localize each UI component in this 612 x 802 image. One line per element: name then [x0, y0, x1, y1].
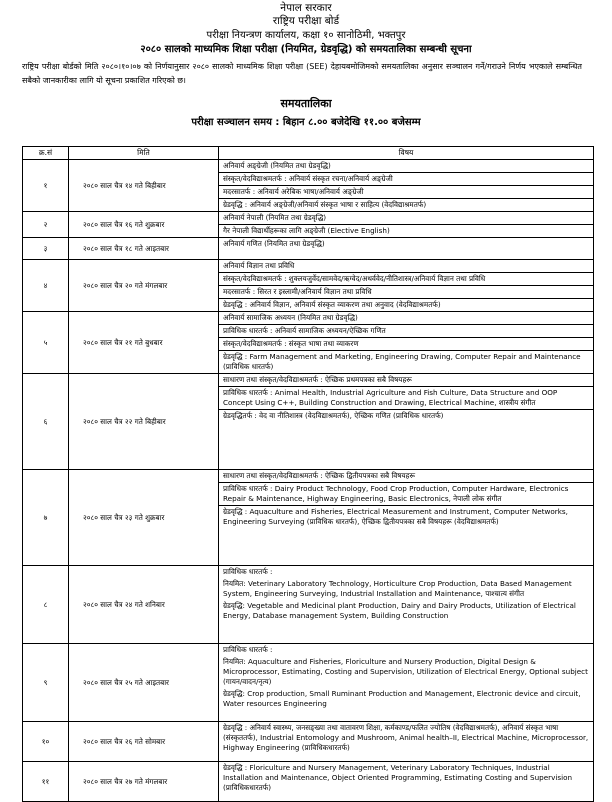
subject-line: ग्रेडवृद्धि : अनिवार्य अङ्ग्रेजी/अनिवार्य संस्कृत भाषा र साहित्य (वेदविद्याश्रमतर्फ)	[223, 200, 427, 209]
date-cell: २०८० साल चैत्र २५ गते आइतबार	[69, 644, 219, 722]
subject-line: अनिवार्य नेपाली (नियमित तथा ग्रेडवृद्धि)	[219, 212, 593, 225]
subject-line: प्राविधिक धारतर्फ : अनिवार्य सामाजिक अध्ययन/ऐच्छिक गणित	[219, 325, 593, 338]
date-cell: २०८० साल चैत्र २७ गते मंगलबार	[69, 762, 219, 802]
date-cell: २०८० साल चैत्र २४ गते शनिबार	[69, 566, 219, 644]
subjects-cell	[219, 762, 594, 802]
serial-number-cell: ९	[23, 644, 69, 722]
col-header-date: मिति	[69, 147, 219, 160]
subject-line: गैर नेपाली विद्यार्थीहरूका लागि अङ्ग्रेजी (Elective English)	[223, 226, 390, 235]
subject-line: संस्कृत/वेदविद्याश्रमतर्फ : शुक्लयजुर्वेद/सामवेद/ऋग्वेद/अथर्ववेद/नीतिशास्त्र/अनिवार्य विज्ञान तथा प्रविधि	[219, 273, 593, 286]
subject-line: अनिवार्य अङ्ग्रेजी (नियमित तथा ग्रेडवृद्धि)	[219, 160, 593, 173]
subjects-cell	[219, 722, 594, 762]
subjects-cell	[219, 238, 594, 260]
subjects-cell	[219, 374, 594, 470]
table-row	[23, 312, 594, 374]
table-row	[23, 238, 594, 260]
table-row	[23, 644, 594, 722]
col-header-sn: क्र.सं	[23, 147, 69, 160]
subject-line: ग्रेडवृद्धि: Crop production, Small Ruminant Production and Management, Electronic device and circuit, Water resources Engineering	[223, 689, 581, 708]
subjects-cell	[219, 312, 594, 374]
office-title: परीक्षा नियन्त्रण कार्यालय, कक्षा १० सानोठिमी, भक्तपुर	[206, 30, 406, 41]
serial-number-cell: ५	[23, 312, 69, 374]
table-header-row	[23, 147, 594, 160]
serial-number-cell: ७	[23, 470, 69, 566]
serial-number-cell: १०	[23, 722, 69, 762]
subject-line: अनिवार्य विज्ञान तथा प्रविधि	[219, 260, 593, 273]
subjects-cell	[219, 212, 594, 238]
col-header-subject: विषय	[219, 147, 594, 160]
table-row	[23, 160, 594, 212]
subject-line: ग्रेडवृद्धि : Aquaculture and Fisheries, Electrical Measurement and Instrument, Computer Networks, Engineering Surveying (प्राविधिक धारतर्फ), ऐच्छिक द्वितीयपत्रका सबै विषयहरू (वेदविद्याश्रमतर्फ)	[223, 507, 568, 526]
subject-line: मदरसातर्फ : सिरत र इस्लामी/अनिवार्य विज्ञान तथा प्रविधि	[219, 286, 593, 299]
subject-line: प्राविधिक धारतर्फ : Animal Health, Industrial Agriculture and Fish Culture, Data Structure and OOP Concept Using C++, Building Construction and Drawing, Electrical Machine, शास्त्रीय संगीत	[219, 387, 593, 410]
subject-line: ग्रेडवृद्धि : अनिवार्य स्वास्थ्य, जनसङ्ख्या तथा वातावरण शिक्षा, कर्मकाण्ड/फलित ज्योतिष (वेदविद्याश्रमतर्फ), अनिवार्य संस्कृत भाषा (संस्कृततर्फ), Industrial Entomology and Mushroom, Animal health–II, Electrical Machine, Microprocessor, Highway Engineering (प्राविधिकधारतर्फ)	[223, 723, 589, 752]
serial-number-cell: ११	[23, 762, 69, 802]
subject-line: प्राविधिक धारतर्फ :	[223, 567, 273, 576]
subject-line: प्राविधिक धारतर्फ :	[223, 645, 273, 654]
subject-line: मदरसातर्फ : अनिवार्य अरेबिक भाषा/अनिवार्य अङ्ग्रेजी	[219, 186, 593, 199]
serial-number-cell: २	[23, 212, 69, 238]
subject-line: ग्रेडवृद्धि : अनिवार्य विज्ञान, अनिवार्य संस्कृत व्याकरण तथा अनुवाद (वेदविद्याश्रमतर्फ)	[223, 300, 441, 309]
date-cell: २०८० साल चैत्र १८ गते आइतबार	[69, 238, 219, 260]
schedule-time: परीक्षा सञ्चालन समय : बिहान ८.०० बजेदेखि ११.०० बजेसम्म	[191, 117, 421, 128]
table-row	[23, 762, 594, 802]
subjects-cell	[219, 160, 594, 212]
subjects-cell	[219, 644, 594, 722]
date-cell: २०८० साल चैत्र १६ गते शुक्रबार	[69, 212, 219, 238]
serial-number-cell: ६	[23, 374, 69, 470]
serial-number-cell: ४	[23, 260, 69, 312]
table-row	[23, 374, 594, 470]
subject-line: संस्कृत/वेदविद्याश्रमतर्फ : संस्कृत भाषा तथा व्याकरण	[219, 338, 593, 351]
date-cell: २०८० साल चैत्र २० गते मंगलबार	[69, 260, 219, 312]
subject-line: ग्रेडवृद्धितर्फ : वेद वा नीतिशास्त्र (वेदविद्याश्रमतर्फ), ऐच्छिक गणित (प्राविधिक धारतर्फ)	[223, 411, 444, 420]
subject-line: ग्रेडवृद्धि : Floriculture and Nursery Management, Veterinary Laboratory Techniques, Industrial Installation and Maintenance, Object Oriented Programming, Estimating Costing and Supervision (प्राविधिकधारतर्फ)	[223, 763, 573, 792]
table-row	[23, 260, 594, 312]
subject-line: संस्कृत/वेदविद्याश्रमतर्फ : अनिवार्य संस्कृत रचना/अनिवार्य अङ्ग्रेजी	[219, 173, 593, 186]
date-cell: २०८० साल चैत्र २२ गते बिहीबार	[69, 374, 219, 470]
date-cell: २०८० साल चैत्र २३ गते शुक्रबार	[69, 470, 219, 566]
serial-number-cell: ३	[23, 238, 69, 260]
subjects-cell	[219, 566, 594, 644]
serial-number-cell: १	[23, 160, 69, 212]
serial-number-cell: ८	[23, 566, 69, 644]
notice-title: २०८० सालको माध्यमिक शिक्षा परीक्षा (नियमित, ग्रेडवृद्धि) को समयतालिका सम्बन्धी सूचना	[140, 44, 472, 55]
date-cell: २०८० साल चैत्र १४ गते बिहीबार	[69, 160, 219, 212]
schedule-title: समयतालिका	[280, 97, 332, 110]
date-cell: २०८० साल चैत्र २६ गते सोमबार	[69, 722, 219, 762]
subject-line: नियमित: Aquaculture and Fisheries, Floriculture and Nursery Production, Digital Design & Microprocessor, Estimating, Costing and Supervision, Utilization of Electrical Energy, Optional subject (गायन/वादन/नृत्य)	[223, 657, 588, 686]
subject-line: अनिवार्य गणित (नियमित तथा ग्रेडवृद्धि)	[223, 239, 325, 248]
subject-line: अनिवार्य सामाजिक अध्ययन (नियमित तथा ग्रेडवृद्धि)	[219, 312, 593, 325]
subjects-cell	[219, 470, 594, 566]
exam-schedule-table	[22, 146, 594, 802]
subject-line: नियमित: Veterinary Laboratory Technology, Horticulture Crop Production, Data Based Management System, Engineering Surveying, Industrial Installation and Maintenance, पाश्चात्य संगीत	[223, 579, 572, 598]
subject-line: साधारण तथा संस्कृत/वेदविद्याश्रमतर्फ : ऐच्छिक द्वितीयपत्रका सबै विषयहरू	[219, 470, 593, 483]
subjects-cell	[219, 260, 594, 312]
date-cell: २०८० साल चैत्र २१ गते बुधबार	[69, 312, 219, 374]
subject-line: ग्रेडवृद्धि : Farm Management and Marketing, Engineering Drawing, Computer Repair and Maintenance (प्राविधिक धारतर्फ)	[223, 352, 581, 371]
board-title: राष्ट्रिय परीक्षा बोर्ड	[272, 15, 340, 27]
table-row	[23, 470, 594, 566]
notice-intro-text: राष्ट्रिय परीक्षा बोर्डको मिति २०८०।१०।०७ को निर्णयानुसार २०८० सालको माध्यमिक शिक्षा परीक्षा (SEE) देहायबमोजिमको समयतालिका अनुसार सञ्चालन गर्ने/गराउने निर्णय भएकाले सम्बन्धित सबैको जानकारीका लागि यो सूचना प्रकाशित गरिएको छ।	[22, 62, 582, 85]
table-row	[23, 722, 594, 762]
subject-line: ग्रेडवृद्धि: Vegetable and Medicinal plant Production, Dairy and Dairy Products, Utilization of Electrical Energy, Database management System, Building Construction	[223, 601, 576, 620]
table-row	[23, 212, 594, 238]
govt-title: नेपाल सरकार	[280, 2, 332, 14]
subject-line: साधारण तथा संस्कृत/वेदविद्याश्रमतर्फ : ऐच्छिक प्रथमपत्रका सबै विषयहरू	[219, 374, 593, 387]
table-row	[23, 566, 594, 644]
subject-line: प्राविधिक धारतर्फ : Dairy Product Technology, Food Crop Production, Computer Hardware, Electronics Repair & Maintenance, Highway Engineering, Basic Electronics, नेपाली लोक संगीत	[219, 483, 593, 506]
